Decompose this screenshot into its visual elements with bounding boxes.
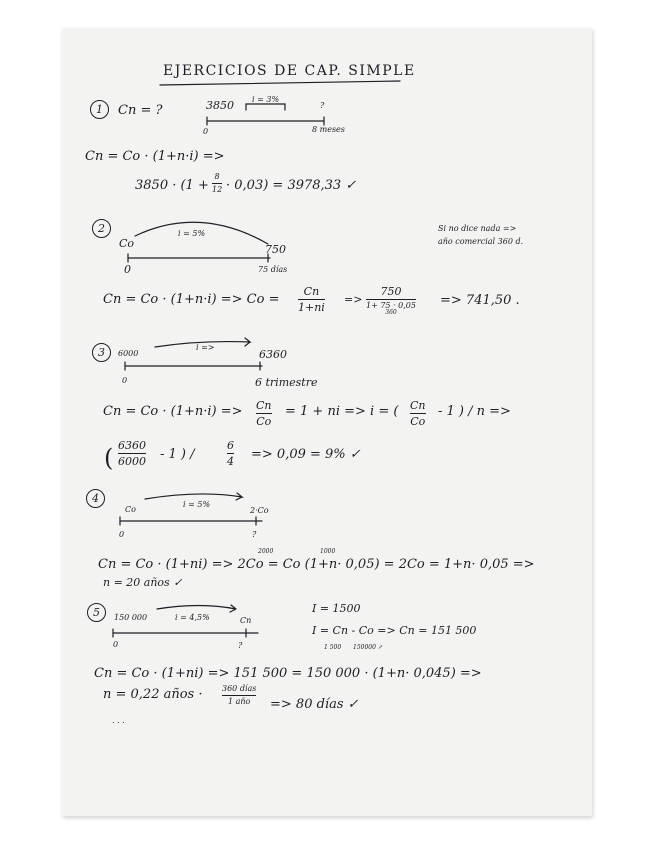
ex2-rate: i = 5% — [178, 229, 206, 238]
ex3-fraction-2 — [410, 400, 426, 427]
ex5-rate: i = 4,5% — [175, 613, 210, 622]
ex2-end-value: 750 — [265, 243, 286, 256]
ex3-d-num: 6 — [227, 439, 234, 452]
ex2-fraction-2 — [366, 286, 416, 316]
ex1-question: Cn = ? — [118, 103, 163, 118]
ex2-fraction-1 — [298, 286, 325, 313]
ex5-start-value: 150 000 — [114, 613, 148, 622]
ex5-zero: 0 — [113, 640, 119, 649]
ex2-zero: 0 — [124, 263, 131, 276]
ex3-c-num: 6360 — [118, 439, 146, 452]
ex1-unknown: ? — [320, 101, 325, 110]
ex2-note-line1: Si no dice nada => — [438, 224, 517, 233]
ex3-div-fraction — [227, 440, 234, 467]
ex3-calc-mid: - 1 ) / — [160, 447, 195, 462]
ex2-f2-num: 750 — [380, 285, 402, 298]
ex3-f1-den: Co — [256, 415, 272, 428]
ex3-result: => 0,09 = 9% ✓ — [251, 447, 361, 462]
ex1-zero: 0 — [203, 127, 209, 136]
ex3-mid: = 1 + ni => i = ( — [285, 404, 399, 419]
ex4-result: n = 20 años ✓ — [103, 576, 183, 589]
ex5-result-pre: n = 0,22 años · — [103, 687, 203, 702]
ex3-formula: Cn = Co · (1+n·i) => — [103, 404, 243, 419]
ex5-r-num: 360 días — [222, 684, 257, 693]
ex1-end-period: 8 meses — [312, 125, 345, 134]
ex3-c-den: 6000 — [118, 455, 146, 468]
ex2-days: 75 días — [258, 265, 288, 274]
ex5-interest: I = 1500 — [312, 602, 361, 615]
ex1-frac-num: 8 — [214, 172, 220, 181]
ex4-formula: Cn = Co · (1+ni) => 2Co = Co (1+n· 0,05) = 2Co = 1+n· 0,05 => — [98, 557, 535, 572]
ex3-calc-fraction — [118, 440, 146, 467]
ex3-d-den: 4 — [227, 455, 234, 468]
ex2-f2-den: 1+ 75 · 0,05 — [366, 301, 416, 310]
ex5-unknown: ? — [238, 641, 243, 650]
exercise-3-number: 3 — [92, 343, 111, 362]
ex3-open-paren: ( — [104, 444, 114, 472]
ex2-co: Co — [119, 237, 135, 250]
ex3-tail: - 1 ) / n => — [438, 404, 511, 419]
ex3-period: 6 trimestre — [255, 376, 318, 389]
ex5-result-post: => 80 días ✓ — [270, 697, 359, 712]
ex1-result: · 0,03) = 3978,33 ✓ — [226, 178, 357, 193]
ex4-sup-2: 1000 — [320, 548, 336, 555]
ex3-f2-num: Cn — [410, 399, 426, 412]
ex3-zero: 0 — [122, 376, 128, 385]
ex5-r-den: 1 año — [228, 697, 251, 706]
ex1-formula: Cn = Co · (1+n·i) => — [85, 149, 225, 164]
ex5-formula: Cn = Co · (1+ni) => 151 500 = 150 000 · (1+n· 0,045) => — [94, 666, 482, 681]
ex2-result: => 741,50 . — [440, 293, 520, 308]
ex1-rate: i = 3% — [252, 95, 280, 104]
page-title: EJERCICIOS DE CAP. SIMPLE — [163, 63, 416, 79]
ex4-end-value: 2·Co — [250, 506, 269, 515]
ex2-f2-den2: 360 — [385, 309, 397, 316]
ex2-f1-num: Cn — [303, 285, 320, 298]
ex5-sub-1: 1 500 — [324, 644, 342, 651]
ex1-calc: 3850 · (1 + — [135, 178, 209, 193]
exercise-4-number: 4 — [86, 489, 105, 508]
ex3-rate: i => — [196, 343, 215, 352]
ex3-fraction-1 — [256, 400, 272, 427]
ex1-fraction — [212, 173, 222, 194]
ex1-frac-den: 12 — [212, 185, 223, 194]
ex5-sub-2: 150000 ↗ — [353, 644, 383, 651]
ex3-f1-num: Cn — [256, 399, 272, 412]
ex4-zero: 0 — [119, 530, 125, 539]
ex4-co: Co — [125, 505, 136, 514]
exercise-2-number: 2 — [92, 219, 111, 238]
ex4-rate: i = 5% — [183, 500, 211, 509]
ex3-f2-den: Co — [410, 415, 426, 428]
ex2-f1-den: 1+ni — [298, 301, 325, 314]
exercise-1-number: 1 — [90, 100, 109, 119]
ex5-conversion-fraction — [222, 685, 256, 706]
ex2-arrow: => — [344, 293, 363, 306]
ex3-start-value: 6000 — [118, 349, 139, 358]
exercise-5-number: 5 — [87, 603, 106, 622]
ex1-start-value: 3850 — [206, 99, 234, 112]
ex5-interest-eq: I = Cn - Co => Cn = 151 500 — [312, 624, 477, 637]
ex5-ellipsis: . . . — [112, 716, 125, 725]
ex3-end-value: 6360 — [259, 348, 287, 361]
ex2-formula: Cn = Co · (1+n·i) => Co = — [103, 292, 280, 307]
ex2-note-line2: año comercial 360 d. — [438, 237, 524, 246]
ex4-sup-1: 2000 — [258, 548, 274, 555]
ex5-end-value: Cn — [240, 616, 252, 625]
ex4-unknown: ? — [252, 530, 257, 539]
